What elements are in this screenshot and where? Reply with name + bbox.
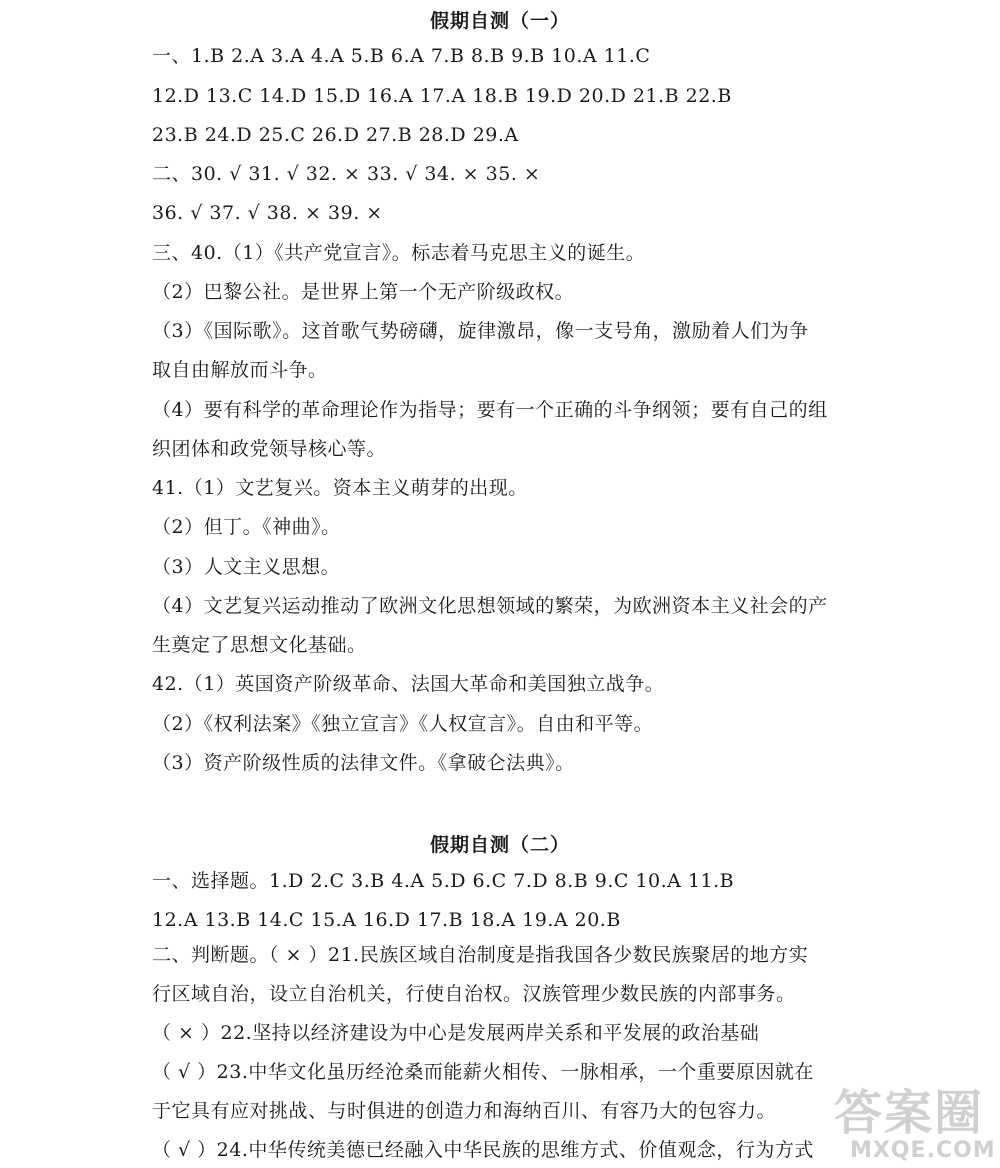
section-1-line: 取自由解放而斗争。 [152,359,328,381]
section-2-line: 二、判断题。（ × ）21.民族区域自治制度是指我国各少数民族聚居的地方实 [152,944,809,966]
section-1-line: （2）《权利法案》《独立宣言》《人权宣言》。自由和平等。 [152,713,654,735]
watermark-url: MXQE.COM [850,1138,996,1163]
section-1-line: （3）人文主义思想。 [152,556,341,578]
section-1-line: 23.B 24.D 25.C 26.D 27.B 28.D 29.A [152,124,519,146]
watermark [828,1072,998,1168]
section-1-line: 三、40.（1）《共产党宣言》。标志着马克思主义的诞生。 [152,242,646,264]
section-2-line: 行区域自治，设立自治机关，行使自治权。汉族管理少数民族的内部事务。 [152,983,796,1005]
section-1-line: （4）文艺复兴运动推动了欧洲文化思想领域的繁荣，为欧洲资本主义社会的产 [152,595,828,617]
section-1-line: 42.（1）英国资产阶级革命、法国大革命和美国独立战争。 [152,673,665,695]
section-1-line: 12.D 13.C 14.D 15.D 16.A 17.A 18.B 19.D 20.D 21.B 22.B [152,85,732,107]
section-2-line: 一、选择题。1.D 2.C 3.B 4.A 5.D 6.C 7.D 8.B 9.C 10.A 11.B [152,870,735,892]
section-2-line: （ × ）22.坚持以经济建设为中心是发展两岸关系和平发展的政治基础 [152,1022,760,1044]
section-2-title: 假期自测（二） [429,834,570,856]
section-1-line: （3）《国际歌》。这首歌气势磅礴，旋律激昂，像一支号角，激励着人们为争 [152,320,809,342]
section-1-line: （3）资产阶级性质的法律文件。《拿破仑法典》。 [152,752,575,774]
section-1-line: 二、30. √ 31. √ 32. × 33. √ 34. × 35. × [152,163,541,185]
section-1-title: 假期自测（一） [429,10,570,32]
section-1-line: 一、1.B 2.A 3.A 4.A 5.B 6.A 7.B 8.B 9.B 10.A 11.C [152,45,651,67]
section-2-line: （ √ ）23.中华文化虽历经沧桑而能薪火相传、一脉相承，一个重要原因就在 [152,1061,814,1083]
section-2-line: 于它具有应对挑战、与时俱进的创造力和海纳百川、有容乃大的包容力。 [152,1100,777,1122]
section-2-line: （ √ ）24.中华传统美德已经融入中华民族的思维方式、价值观念，行为方式 [152,1139,814,1161]
section-1-line: （4）要有科学的革命理论作为指导；要有一个正确的斗争纲领；要有自己的组 [152,399,828,421]
section-1-line: （2）巴黎公社。是世界上第一个无产阶级政权。 [152,281,575,303]
section-1-line: 36. √ 37. √ 38. × 39. × [152,202,383,224]
section-2-line: 12.A 13.B 14.C 15.A 16.D 17.B 18.A 19.A 20.B [152,909,621,931]
section-1-line: 织团体和政党领导核心等。 [152,438,387,460]
section-1-line: （2）但丁。《神曲》。 [152,516,341,538]
watermark-logo: 答案圈 [834,1085,985,1141]
section-1-line: 41.（1）文艺复兴。资本主义萌芽的出现。 [152,477,528,499]
section-1-line: 生奠定了思想文化基础。 [152,634,367,656]
